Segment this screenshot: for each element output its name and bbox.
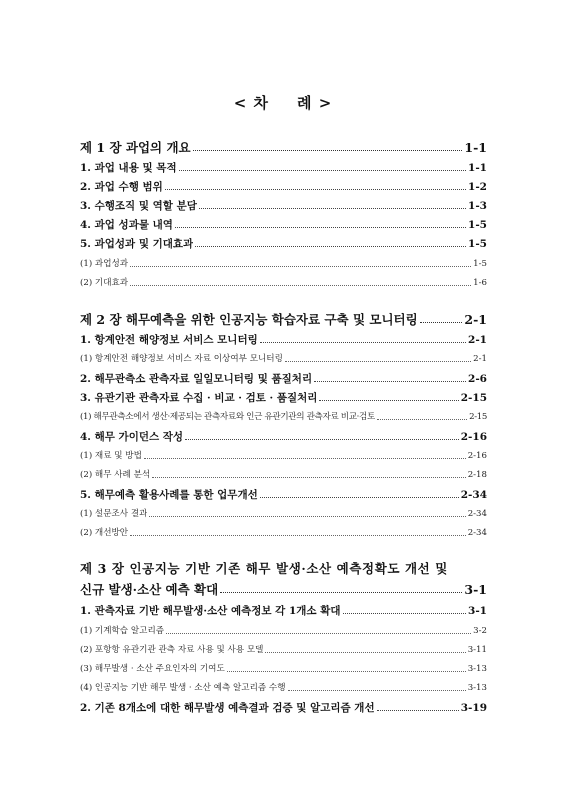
toc-entry-text: 4. 해무 가이던스 작성	[80, 431, 184, 443]
toc-page-number: 2-1	[468, 334, 487, 346]
dot-leader	[193, 150, 463, 151]
toc-sub-3-1-3[interactable]	[80, 662, 487, 674]
toc-section-1-5[interactable]	[80, 236, 487, 251]
dot-leader	[220, 592, 462, 593]
toc-chapter-1[interactable]	[80, 138, 487, 156]
dot-leader	[260, 497, 459, 498]
toc-entry-text: 2. 해무관측소 관측자료 일일모니터링 및 품질처리	[80, 373, 313, 385]
toc-entry-text: 1. 과업 내용 및 목적	[80, 162, 177, 174]
toc-sub-3-1-4[interactable]	[80, 681, 487, 693]
dot-leader	[130, 535, 466, 536]
toc-page-number: 2-16	[460, 431, 487, 443]
dot-leader	[144, 458, 466, 459]
toc-sub-1-5-2[interactable]	[80, 276, 487, 288]
toc-entry-text: 1. 관측자료 기반 해무발생·소산 예측정보 각 1개소 확대	[80, 605, 341, 617]
toc-page-number: 2-15	[460, 392, 487, 404]
toc-entry-text: (1) 설문조사 결과	[80, 509, 148, 519]
toc-section-2-1[interactable]	[80, 332, 487, 347]
toc-page-number: 2-34	[460, 489, 487, 501]
toc-page-number: 1-1	[464, 140, 487, 155]
toc-section-1-1[interactable]	[80, 160, 487, 175]
toc-page-number: 3-1	[464, 582, 487, 597]
dot-leader	[227, 671, 466, 672]
toc-chapter-2[interactable]	[80, 310, 487, 328]
toc-page-number: 3-19	[460, 702, 487, 714]
toc-entry-text: (2) 해무 사례 분석	[80, 470, 151, 480]
toc-section-2-3[interactable]	[80, 390, 487, 405]
dot-leader	[288, 690, 466, 691]
toc-entry-text: 5. 과업성과 및 기대효과	[80, 238, 194, 250]
dot-leader	[175, 227, 466, 228]
toc-page-number: 1-6	[473, 278, 487, 288]
toc-section-1-4[interactable]	[80, 217, 487, 232]
toc-section-1-2[interactable]	[80, 179, 487, 194]
dot-leader	[319, 400, 458, 401]
dot-leader	[377, 419, 467, 420]
toc-page-number: 2-18	[467, 470, 487, 480]
dot-leader	[420, 322, 463, 323]
toc-page-number: 3-11	[467, 645, 487, 655]
toc-entry-text: (1) 항계안전 해양정보 서비스 자료 이상여부 모니터링	[80, 354, 283, 364]
toc-page-number: 1-5	[468, 219, 487, 231]
title-right: 례 >	[297, 94, 333, 112]
toc-entry-text: 4. 과업 성과물 내역	[80, 219, 173, 231]
toc-entry-text: (2) 포항항 유관기관 관측 자료 사용 및 사용 모델	[80, 645, 264, 655]
toc-section-2-4[interactable]	[80, 429, 487, 444]
dot-leader	[314, 381, 466, 382]
dot-leader	[377, 710, 459, 711]
toc-entry-text: 2. 기존 8개소에 대한 해무발생 예측결과 검증 및 알고리즘 개선	[80, 702, 375, 714]
dot-leader	[199, 208, 466, 209]
toc-entry-text: (1) 재료 및 방법	[80, 451, 142, 461]
dot-leader	[130, 266, 471, 267]
toc-section-1-3[interactable]	[80, 198, 487, 213]
dot-leader	[285, 361, 471, 362]
toc-page-number: 3-13	[467, 683, 487, 693]
dot-leader	[195, 246, 466, 247]
toc-page-number: 1-1	[468, 162, 487, 174]
dot-leader	[130, 285, 471, 286]
dot-leader	[166, 633, 471, 634]
toc-section-2-5[interactable]	[80, 487, 487, 502]
toc-entry-text: (2) 개선방안	[80, 528, 129, 538]
toc-entry-text: 2. 과업 수행 범위	[80, 181, 163, 193]
toc-entry-text: 제 3 장 인공지능 기반 기존 해무 발생·소산 예측정확도 개선 및	[80, 561, 448, 576]
toc-entry-text: 제 1 장 과업의 개요	[80, 140, 191, 155]
toc-chapter-3[interactable]	[80, 580, 487, 598]
dot-leader	[185, 439, 459, 440]
toc-sub-2-4-1[interactable]	[80, 449, 487, 461]
toc-page-number: 1-2	[468, 181, 487, 193]
toc-page-number: 1-5	[468, 238, 487, 250]
toc-page-number: 2-6	[468, 373, 487, 385]
toc-page-number: 2-34	[467, 509, 487, 519]
toc-entry-text: 제 2 장 해무예측을 위한 인공지능 학습자료 구축 및 모니터링	[80, 312, 418, 327]
toc-entry-text: 1. 항계안전 해양정보 서비스 모니터링	[80, 334, 258, 346]
toc-page-number: 3-2	[473, 626, 487, 636]
toc-entry-text: (1) 기계학습 알고리즘	[80, 626, 165, 636]
toc-page-number: 1-5	[473, 259, 487, 269]
dot-leader	[152, 477, 466, 478]
toc-section-2-2[interactable]	[80, 371, 487, 386]
dot-leader	[265, 652, 465, 653]
toc-entry-text: (2) 기대효과	[80, 278, 129, 288]
toc-sub-1-5-1[interactable]	[80, 257, 487, 269]
toc-entry-text: (1) 해무관측소에서 생산·제공되는 관측자료와 인근 유관기관의 관측자료 비교·검토	[80, 412, 375, 422]
toc-page-number: 2-15	[469, 412, 487, 422]
toc-page-number: 2-16	[467, 451, 487, 461]
toc-section-3-2[interactable]	[80, 700, 487, 715]
toc-page-number: 2-1	[464, 312, 487, 327]
toc-chapter-3-line1[interactable]	[80, 559, 487, 577]
toc-sub-3-1-2[interactable]	[80, 643, 487, 655]
toc-entry-text: (1) 과업성과	[80, 259, 129, 269]
dot-leader	[260, 342, 466, 343]
dot-leader	[165, 189, 466, 190]
toc-entry-text: 3. 수행조직 및 역할 분담	[80, 200, 197, 212]
toc-sub-2-3-1[interactable]	[80, 410, 487, 422]
page-title	[0, 92, 566, 113]
dot-leader	[149, 516, 465, 517]
toc-page-number: 3-1	[468, 605, 487, 617]
toc-entry-text: (3) 해무발생 · 소산 주요인자의 기여도	[80, 664, 225, 674]
dot-leader	[179, 170, 466, 171]
toc-entry-text: 5. 해무예측 활용사례를 통한 업무개선	[80, 489, 258, 501]
toc-sub-2-1-1[interactable]	[80, 352, 487, 364]
toc-entry-text: (4) 인공지능 기반 해무 발생 · 소산 예측 알고리즘 수행	[80, 683, 286, 693]
toc-entry-text: 신규 발생·소산 예측 확대	[80, 582, 219, 597]
title-left: < 차	[233, 94, 269, 112]
toc-page-number: 2-1	[473, 354, 487, 364]
toc-sub-2-4-2[interactable]	[80, 468, 487, 480]
toc-entry-text: 3. 유관기관 관측자료 수집 · 비교 · 검토 · 품질처리	[80, 392, 318, 404]
toc-sub-2-5-2[interactable]	[80, 526, 487, 538]
dot-leader	[343, 613, 467, 614]
toc-section-3-1[interactable]	[80, 603, 487, 618]
toc-page-number: 1-3	[468, 200, 487, 212]
toc-page-number: 3-13	[467, 664, 487, 674]
toc-sub-3-1-1[interactable]	[80, 624, 487, 636]
toc-sub-2-5-1[interactable]	[80, 507, 487, 519]
toc-page-number: 2-34	[467, 528, 487, 538]
